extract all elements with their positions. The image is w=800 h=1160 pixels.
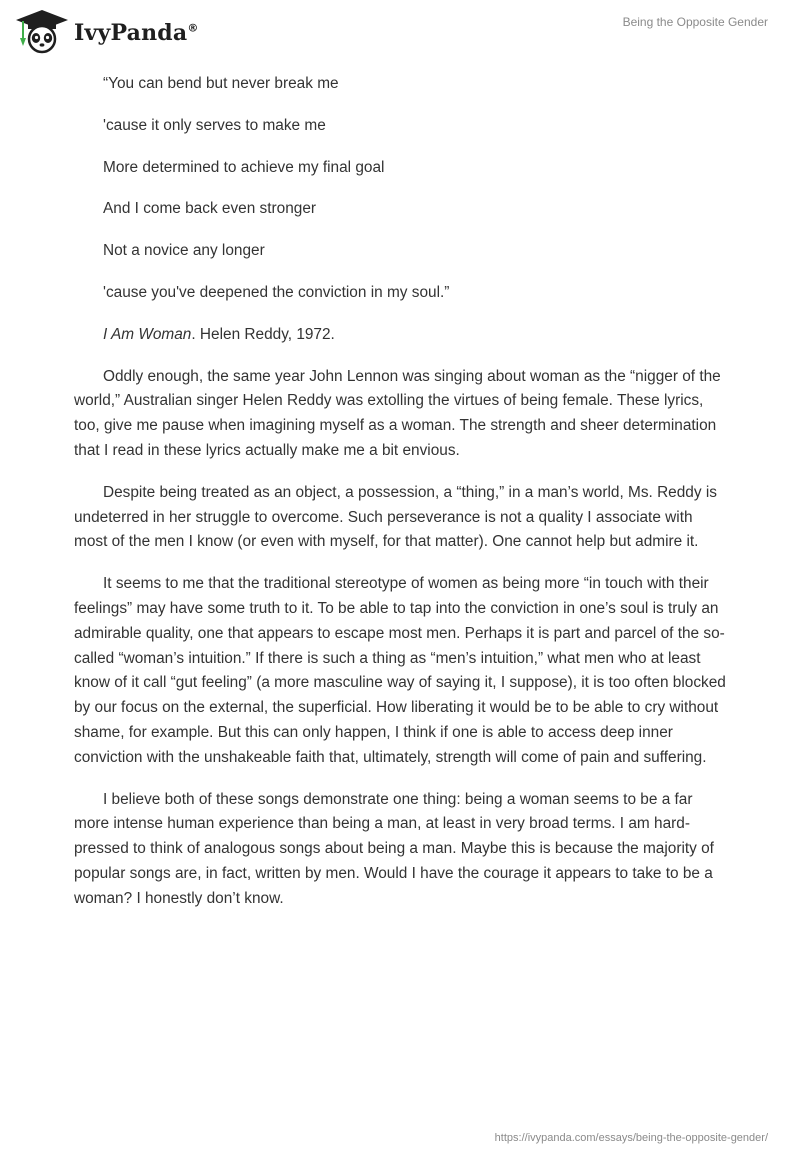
source-url-link[interactable]: https://ivypanda.com/essays/being-the-opposite-gender/ <box>494 1132 768 1144</box>
brand-name-text: IvyPanda <box>74 20 188 46</box>
body-paragraph: Oddly enough, the same year John Lennon was singing about woman as the “nigger of the world,” Australian singer Helen Reddy was extolling the virtues of being female. These lyrics, too, give me pause when imagining myself as a woman. The strength and sheer determination that I read in these lyrics actually make me a bit envious. <box>74 367 721 459</box>
song-citation-rest: . Helen Reddy, 1972. <box>191 325 335 343</box>
lyric-line: And I come back even stronger <box>103 200 317 218</box>
document-title: Being the Opposite Gender <box>622 15 768 29</box>
brand-name <box>74 20 199 46</box>
ivypanda-logo[interactable] <box>14 8 199 54</box>
body-paragraph: It seems to me that the traditional stereotype of women as being more “in touch with their feelings” may have some truth to it. To be able to tap into the conviction in one’s soul is truly an admirable quality, one that appears to escape most men. Perhaps it is part and parcel of the so-called “woman’s intuition.” If there is such a thing as “men’s intuition,” what men who at least know of it call “gut feeling” (a more masculine way of saying it, I suppose), it is too often blocked by our focus on the external, the superficial. How liberating it would be to be able to cry without shame, for example. But this can only happen, I think if one is able to access deep inner conviction with the unshakeable faith that, ultimately, strength will come of pain and suffering. <box>74 575 726 766</box>
lyric-line: Not a novice any longer <box>103 242 265 260</box>
registered-mark: ® <box>187 21 199 35</box>
page-header <box>0 0 800 60</box>
lyric-line: “You can bend but never break me <box>103 75 339 92</box>
essay-body <box>74 72 730 929</box>
lyric-line: 'cause it only serves to make me <box>103 116 326 134</box>
song-citation <box>74 323 730 348</box>
body-paragraph: I believe both of these songs demonstrate one thing: being a woman seems to be a far more intense human experience than being a man, at least in very broad terms. I am hard-pressed to think of analogous songs about being a man. Maybe this is because the majority of popular songs are, in fact, written by men. Would I have the courage it appears to take to be a woman? I honestly don’t know. <box>74 790 714 907</box>
song-title: I Am Woman <box>103 325 192 343</box>
lyric-line: 'cause you've deepened the conviction in my soul.” <box>103 283 450 301</box>
body-paragraph: Despite being treated as an object, a possession, a “thing,” in a man’s world, Ms. Reddy is undeterred in her struggle to overcome. Such perseverance is not a quality I associate with most of the men I know (or even with myself, for that matter). One cannot help but admire it. <box>74 483 717 551</box>
lyric-line: More determined to achieve my final goal <box>103 158 385 176</box>
panda-graduate-icon <box>14 8 70 54</box>
